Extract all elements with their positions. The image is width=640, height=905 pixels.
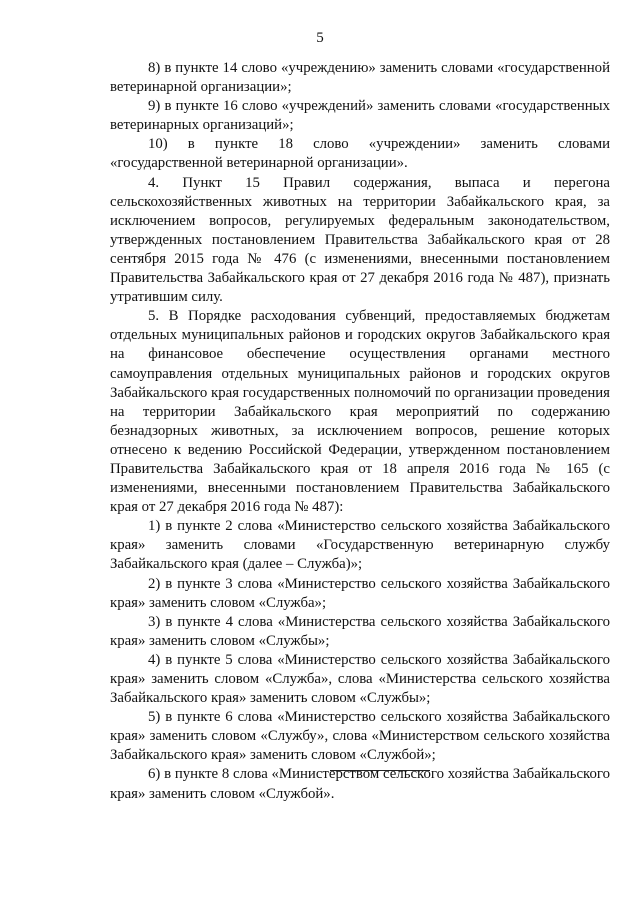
paragraph-subitem-1: 1) в пункте 2 слова «Министерство сельского хозяйства Забайкальского края» заменить словами «Государственную ветеринарную службу Забайкальского края (далее – Служба)»; bbox=[110, 518, 610, 573]
paragraph-item-9: 9) в пункте 16 слово «учреждений» заменить словами «государственных ветеринарных организаций»; bbox=[110, 98, 610, 134]
paragraph-subitem-6: 6) в пункте 8 слова «Министерством сельского хозяйства Забайкальского края» заменить словом «Службой». bbox=[110, 766, 610, 802]
paragraph-subitem-5: 5) в пункте 6 слова «Министерство сельского хозяйства Забайкальского края» заменить словом «Службу», слова «Министерством сельского хозяйства Забайкальского края» заменить словом «Службой»; bbox=[110, 709, 610, 764]
paragraph-item-8: 8) в пункте 14 слово «учреждению» заменить словами «государственной ветеринарной организации»; bbox=[110, 60, 610, 96]
paragraph-subitem-2: 2) в пункте 3 слова «Министерство сельского хозяйства Забайкальского края» заменить словом «Служба»; bbox=[110, 575, 610, 611]
paragraph-section-5: 5. В Порядке расходования субвенций, предоставляемых бюджетам отдельных муниципальных районов и городских округов Забайкальского края на финансовое обеспечение осуществления органами местного самоуправления отдельных муниципальных районов и городских округов Забайкальского края государственных полномочий по организации проведения на территории Забайкальского края мероприятий по содержанию безнадзорных животных, за исключением вопросов, решение которых отнесено к ведению Российской Федерации, утвержденном постановлением Правительства Забайкальского края от 18 апреля 2016 года № 165 (с изменениями, внесенными постановлением Правительства Забайкальского края от 27 декабря 2016 года № 487): bbox=[110, 308, 610, 516]
paragraph-section-4: 4. Пункт 15 Правил содержания, выпаса и перегона сельскохозяйственных животных на территории Забайкальского края, за исключением вопросов, регулируемых федеральным законодательством, утвержденных постановлением Правительства Забайкальского края от 28 сентября 2015 года № 476 (с изменениями, внесенными постановлением Правительства Забайкальского края от 27 декабря 2016 года № 487), признать утратившим силу. bbox=[110, 174, 610, 306]
page-number: 5 bbox=[316, 30, 324, 46]
paragraph-subitem-3: 3) в пункте 4 слова «Министерства сельского хозяйства Забайкальского края» заменить словом «Службы»; bbox=[110, 613, 610, 649]
paragraph-item-10: 10) в пункте 18 слово «учреждении» заменить словами «государственной ветеринарной организации». bbox=[110, 136, 610, 172]
document-body bbox=[110, 59, 610, 804]
paragraph-subitem-4: 4) в пункте 5 слова «Министерство сельского хозяйства Забайкальского края» заменить словом «Служба», слова «Министерства сельского хозяйства Забайкальского края» заменить словом «Службы»; bbox=[110, 651, 610, 707]
closing-divider-line bbox=[330, 770, 430, 771]
